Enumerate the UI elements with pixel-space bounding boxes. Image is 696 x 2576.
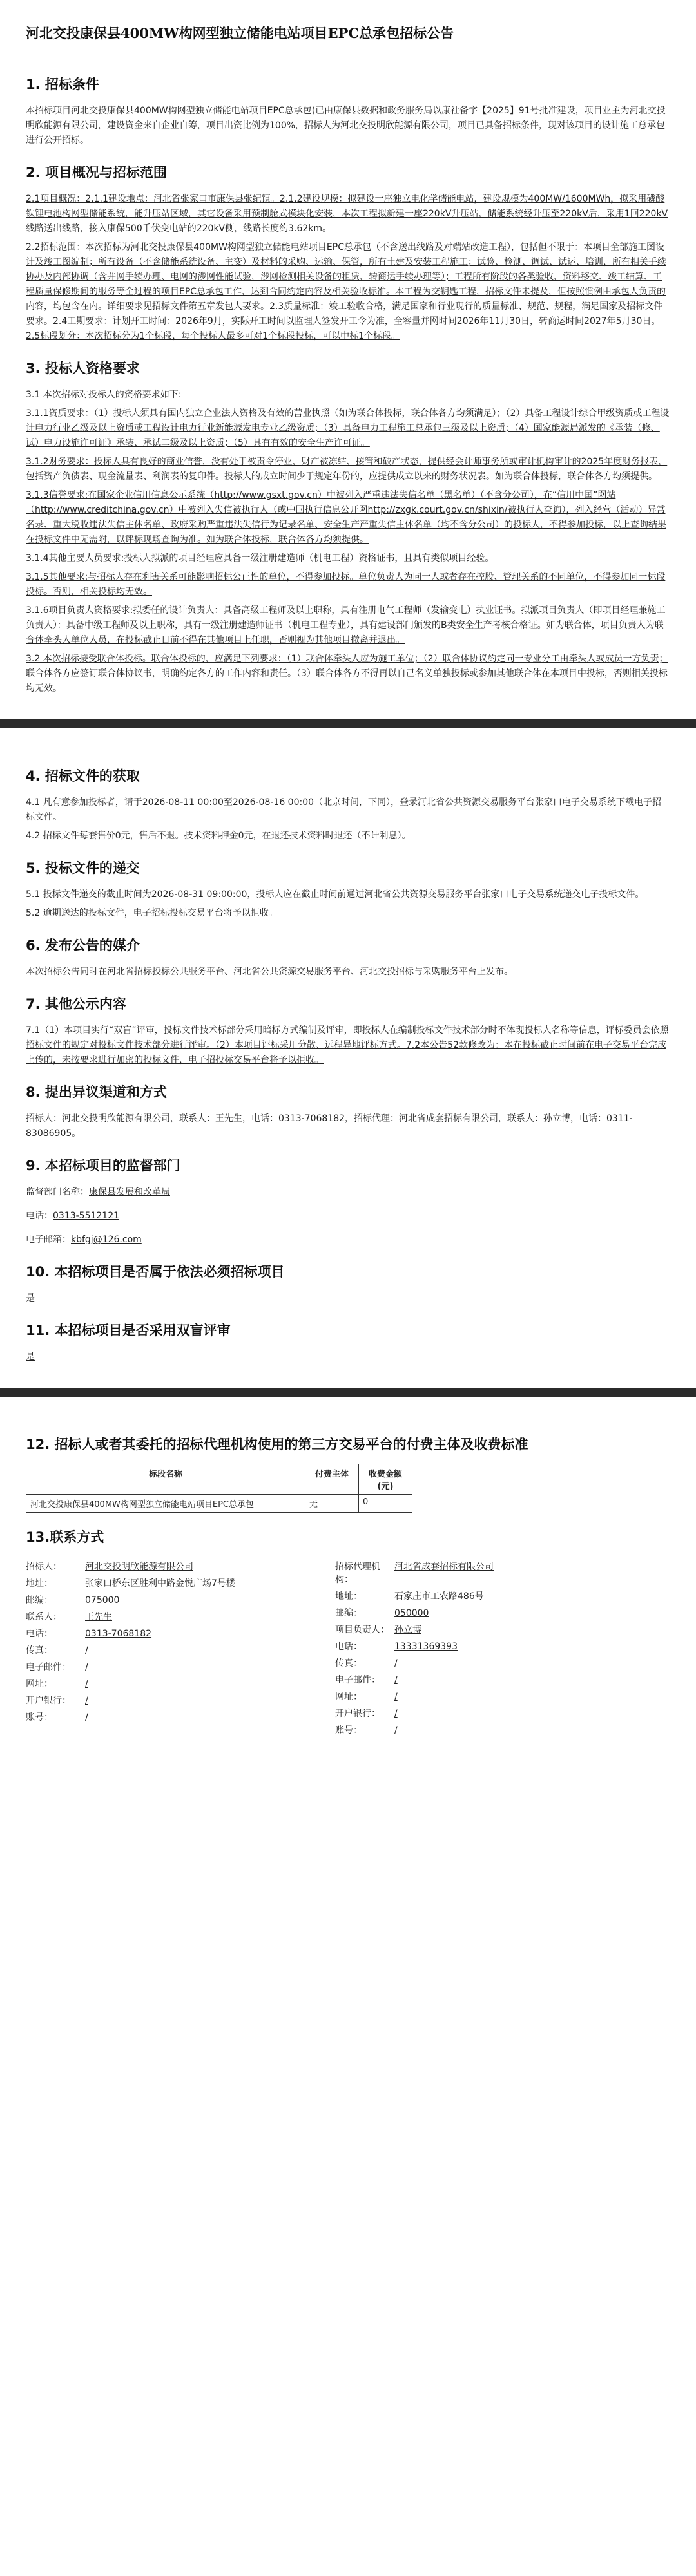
contact-label: 联系人： xyxy=(26,1612,62,1622)
contact-value: 孙立博 xyxy=(394,1625,421,1635)
contact-label: 账号： xyxy=(335,1725,362,1736)
page-divider xyxy=(0,1388,696,1397)
section-4-obtain: 4.1 凡有意参加投标者，请于2026-08-11 00:00至2026-08-16 00:00（北京时间，下同），登录河北省公共资源交易服务平台张家口电子交易系统下载电子招标文件。 xyxy=(26,797,662,822)
contact-label: 账号： xyxy=(26,1712,53,1723)
contact-value: / xyxy=(394,1725,398,1736)
contact-label: 网址： xyxy=(26,1679,53,1689)
contact-value: / xyxy=(85,1679,88,1689)
section-5-heading: 5. 投标文件的递交 xyxy=(26,860,140,876)
agent-row xyxy=(335,1657,619,1670)
col-payer: 付费主体 xyxy=(305,1464,359,1495)
agent-row xyxy=(335,1560,619,1586)
section-7-heading: 7. 其他公示内容 xyxy=(26,996,126,1012)
notice-page-3 xyxy=(0,1397,696,1760)
contact-label: 招标人： xyxy=(26,1562,62,1572)
agent-row xyxy=(335,1674,619,1687)
col-fee: 收费金额(元) xyxy=(359,1464,412,1495)
section-7-text: 7.1（1）本项目实行“双盲”评审，投标文件技术标部分采用暗标方式编制及评审，即投标人在编制投标文件技术部分时不体现投标人名称等信息，评标委员会依照招标文件的规定对投标文件技术部分进行评审。（2）本项目评标采用分散、远程异地评标方式。7.2本公告52款修改为：本在投标截止时间前在电子交易平台完成上传的，未按要求进行加密的投标文件，电子招投标交易平台将予以拒收。 xyxy=(26,1025,669,1065)
tenderer-contacts xyxy=(26,1557,309,1741)
contact-value: 050000 xyxy=(394,1608,429,1618)
contact-value: 河北省成套招标有限公司 xyxy=(394,1562,494,1572)
section-3-finance: 3.1.2财务要求：投标人具有良好的商业信誉，没有处于被责令停业，财产被冻结、接管和破产状态，提供经会计师事务所或审计机构审计的2025年度财务报表，包括资产负债表、现金流量表、利润表的复印件。投标人的成立时间少于规定年份的，应提供成立以来的财务状况表。如为联合体投标，联合体各方均须提供。 xyxy=(26,457,668,482)
supervisor-email-link[interactable]: kbfgj@126.com xyxy=(71,1235,142,1245)
contact-value: / xyxy=(394,1709,398,1719)
fee-table-header xyxy=(26,1464,412,1495)
contact-label: 传真： xyxy=(26,1645,53,1656)
section-1-text: 本招标项目河北交投康保县400MW构网型独立储能电站项目EPC总承包(已由康保县数据和政务服务局以康社备字【2025】91号批准建设，项目业主为河北交投明欣能源有限公司，建设资金来自企业自筹，项目出资比例为100%，招标人为河北交投明欣能源有限公司，项目已具备招标条件，现对该项目的设计施工总承包进行公开招标。 xyxy=(26,106,666,146)
tenderer-row xyxy=(26,1661,309,1674)
section-3-qualification: 3.1.1资质要求：（1）投标人须具有国内独立企业法人资格及有效的营业执照（如为联合体投标，联合体各方均须满足）；（2）具备工程设计综合甲级资质或工程设计电力行业乙级及以上资质或工程设计电力行业新能源发电专业乙级资质；（3）具备电力工程施工总承包三级及以上资质；（4）国家能源局派发的《承装（修、试）电力设施许可证》承装、承试二级及以上资质；（5）具有有效的安全生产许可证。 xyxy=(26,408,670,448)
section-11-heading: 11. 本招标项目是否采用双盲评审 xyxy=(26,1323,231,1338)
tenderer-row xyxy=(26,1711,309,1724)
section-3-intro: 3.1 本次招标对投标人的资格要求如下: xyxy=(26,390,182,400)
section-2-overview: 2.1项目概况：2.1.1建设地点：河北省张家口市康保县张纪镇。2.1.2建设规模：拟建设一座独立电化学储能电站，建设规模为400MW/1600MWh，拟采用磷酸铁锂电池构网型储能系统，能升压站区域，其它设备采用预制舱式模块化安装，本次工程拟新建一座220kV升压站，储能系统经升压至220kV后，采用1回220kV线路送出线路，接入康保500千伏变电站的220kV侧，线路长度约3.62km。 xyxy=(26,194,668,234)
section-5-submit: 5.1 投标文件递交的截止时间为2026-08-31 09:00:00，投标人应在截止时间前通过河北省公共资源交易服务平台张家口电子交易系统递交电子投标文件。 xyxy=(26,889,644,900)
agent-row xyxy=(335,1724,619,1737)
tenderer-row xyxy=(26,1694,309,1707)
tenderer-row xyxy=(26,1594,309,1607)
contact-value: 张家口桥东区胜利中路金悦广场7号楼 xyxy=(85,1578,235,1589)
contact-value: 13331369393 xyxy=(394,1642,458,1652)
section-8-contacts: 招标人：河北交投明欣能源有限公司，联系人：王先生，电话：0313-7068182，招标代理：河北省成套招标有限公司，联系人：孙立博，电话：0311-83086905。 xyxy=(26,1113,633,1139)
section-2-scope: 2.2招标范围：本次招标为河北交投康保县400MW构网型独立储能电站项目EPC总承包（不含送出线路及对端站改造工程），包括但不限于：本项目全部施工图设计及竣工图编制；所有设备（不含储能系统设备、主变）及材料的采购、运输、保管，所有土建及安装工程施工；试验、检测、调试、试运、培训，所有相关手续协办及内部协调（含并网手续办理、电网的涉网性能试验，涉网检测相关设备的租赁，转商运手续办理等）；工程所有阶段的各类验收，资料移交、竣工结算、工程质量保修期间的服务等全过程的项目EPC总承包工作，达到合同约定内容及相关验收标准。本工程为交钥匙工程，招标文件未提及，但按照惯例由承包人负责的内容，均包含在内。详细要求见招标文件第五章发包人要求。2.3质量标准：竣工验收合格，满足国家和行业现行的质量标准、规范、规程，满足国家及招标文件要求。2.4工期要求：计划开工时间：2026年9月，实际开工时间以监理人签发开工令为准，全容量并网时间2026年11月30日，转商运时间2027年5月30日。2.5标段划分：本次招标分为1个标段，每个投标人最多可对1个标段投标，可以中标1个标段。 xyxy=(26,242,666,341)
contact-value: / xyxy=(394,1692,398,1702)
tenderer-row xyxy=(26,1611,309,1624)
supervisor-tel-value: 0313-5512121 xyxy=(53,1211,120,1221)
supervisor-dept: 监督部门名称：康保县发展和改革局 xyxy=(26,1187,170,1197)
section-2-heading: 2. 项目概况与招标范围 xyxy=(26,165,167,180)
agent-contacts xyxy=(335,1557,619,1741)
contact-value: / xyxy=(85,1712,88,1723)
cell-payer: 无 xyxy=(305,1495,359,1513)
contact-label: 电子邮件： xyxy=(26,1662,71,1672)
section-3-manager: 3.1.6项目负责人资格要求:拟委任的设计负责人：具备高级工程师及以上职称，具有注册电气工程师（发输变电）执业证书。拟派项目负责人（即项目经理兼施工负责人）：具备中级工程师及以上职称，具有一级注册建造师证书（机电工程专业），具有建设部门颁发的B类安全生产考核合格证。如为联合体，项目负责人为联合体牵头人单位人员，在投标截止日前不得在其他项目上任职，否则视为其他项目撤离并退出。 xyxy=(26,605,666,645)
section-1-heading: 1. 招标条件 xyxy=(26,77,99,92)
contact-value: 王先生 xyxy=(85,1612,112,1622)
agent-row xyxy=(335,1707,619,1720)
contact-block xyxy=(26,1557,670,1741)
tenderer-row xyxy=(26,1577,309,1590)
section-10-answer: 是 xyxy=(26,1293,35,1303)
contact-value: 河北交投明欣能源有限公司 xyxy=(85,1562,193,1572)
notice-page-2 xyxy=(0,728,696,1388)
section-3-heading: 3. 投标人资格要求 xyxy=(26,361,140,376)
tenderer-row xyxy=(26,1678,309,1690)
section-3-other: 3.1.5其他要求:与招标人存在利害关系可能影响招标公正性的单位，不得参加投标。单位负责人为同一人或者存在控股、管理关系的不同单位，不得参加同一标段投标。否则，相关投标均无效。 xyxy=(26,572,666,597)
cell-section-name: 河北交投康保县400MW构网型独立储能电站项目EPC总承包 xyxy=(26,1495,305,1513)
contact-label: 传真： xyxy=(335,1658,362,1669)
contact-value: / xyxy=(85,1696,88,1706)
page-divider xyxy=(0,719,696,728)
contact-label: 开户银行： xyxy=(26,1696,71,1706)
section-11-answer: 是 xyxy=(26,1352,35,1362)
supervisor-email: 电子邮箱：kbfgj@126.com xyxy=(26,1235,142,1245)
agent-row xyxy=(335,1690,619,1703)
section-10-heading: 10. 本招标项目是否属于依法必须招标项目 xyxy=(26,1264,285,1280)
fee-table xyxy=(26,1464,412,1513)
section-6-heading: 6. 发布公告的媒介 xyxy=(26,938,140,953)
notice-page-1 xyxy=(0,0,696,719)
section-4-price: 4.2 招标文件每套售价0元，售后不退。技术资料押金0元，在退还技术资料时退还（不计利息）。 xyxy=(26,831,411,841)
contact-label: 邮编： xyxy=(335,1608,362,1618)
section-13-heading: 13.联系方式 xyxy=(26,1530,104,1545)
contact-value: / xyxy=(394,1658,398,1669)
cell-fee: 0 xyxy=(359,1495,412,1513)
contact-label: 招标代理机构： xyxy=(335,1562,380,1585)
section-6-media: 本次招标公告同时在河北省招标投标公共服务平台、河北省公共资源交易服务平台、河北交投招标与采购服务平台上发布。 xyxy=(26,967,513,977)
supervisor-tel: 电话：0313-5512121 xyxy=(26,1211,120,1221)
contact-value: / xyxy=(85,1662,88,1672)
section-3-credit: 3.1.3信誉要求:在国家企业信用信息公示系统（http://www.gsxt.gov.cn）中被列入严重违法失信名单（黑名单）（不含分公司），在“信用中国”网站（http://www.creditchina.gov.cn）中被列入失信被执行人（或中国执行信息公开网http://zxgk.court.gov.cn/shixin/被执行人查询），列入经营（活动）异常名录、重大税收违法失信主体名单、政府采购严重违法失信行为记录名单、安全生产严重失信主体名单（均不含分公司）的投标人，不得参加投标，以上查询结果在投标文件中无需附，以评标现场查询为准。如为联合体投标，联合体各方均须提供。 xyxy=(26,490,666,545)
contact-label: 邮编： xyxy=(26,1595,53,1605)
tenderer-row xyxy=(26,1644,309,1657)
contact-label: 电话： xyxy=(26,1629,53,1639)
section-4-heading: 4. 招标文件的获取 xyxy=(26,768,140,784)
tenderer-row xyxy=(26,1560,309,1573)
section-12-heading: 12. 招标人或者其委托的招标代理机构使用的第三方交易平台的付费主体及收费标准 xyxy=(26,1437,528,1452)
section-8-heading: 8. 提出异议渠道和方式 xyxy=(26,1084,167,1100)
tenderer-row xyxy=(26,1627,309,1640)
agent-row xyxy=(335,1607,619,1620)
contact-label: 网址： xyxy=(335,1692,362,1702)
contact-value: 0313-7068182 xyxy=(85,1629,152,1639)
col-section-name: 标段名称 xyxy=(26,1464,305,1495)
contact-label: 项目负责人： xyxy=(335,1625,389,1635)
contact-label: 地址： xyxy=(26,1578,53,1589)
agent-row xyxy=(335,1590,619,1603)
table-row xyxy=(26,1495,412,1513)
supervisor-dept-name: 康保县发展和改革局 xyxy=(89,1187,170,1197)
contact-label: 电子邮件： xyxy=(335,1675,380,1685)
contact-value: 075000 xyxy=(85,1595,120,1605)
contact-label: 地址： xyxy=(335,1591,362,1602)
contact-value: / xyxy=(85,1645,88,1656)
page-title: 河北交投康保县400MW构网型独立储能电站项目EPC总承包招标公告 xyxy=(26,23,454,43)
contact-value: 石家庄市工农路486号 xyxy=(394,1591,484,1602)
section-3-consortium: 3.2 本次招标接受联合体投标。联合体投标的，应满足下列要求：（1）联合体牵头人应为施工单位；（2）联合体协议约定同一专业分工由牵头人或成员一方负责；联合体各方应签订联合体协议书，明确约定各方的工作内容和责任。（3）联合体各方不得再以自己名义单独投标或参加其他联合体在本项目中投标，否则相关投标均无效。 xyxy=(26,654,668,694)
contact-label: 开户银行： xyxy=(335,1709,380,1719)
section-3-personnel: 3.1.4其他主要人员要求:投标人拟派的项目经理应具备一级注册建造师（机电工程）资格证书，且具有类似项目经验。 xyxy=(26,553,494,564)
section-9-heading: 9. 本招标项目的监督部门 xyxy=(26,1158,180,1173)
section-5-late: 5.2 逾期送达的投标文件，电子招标投标交易平台将予以拒收。 xyxy=(26,908,278,918)
agent-row xyxy=(335,1640,619,1653)
contact-label: 电话： xyxy=(335,1642,362,1652)
agent-row xyxy=(335,1624,619,1636)
contact-value: / xyxy=(394,1675,398,1685)
